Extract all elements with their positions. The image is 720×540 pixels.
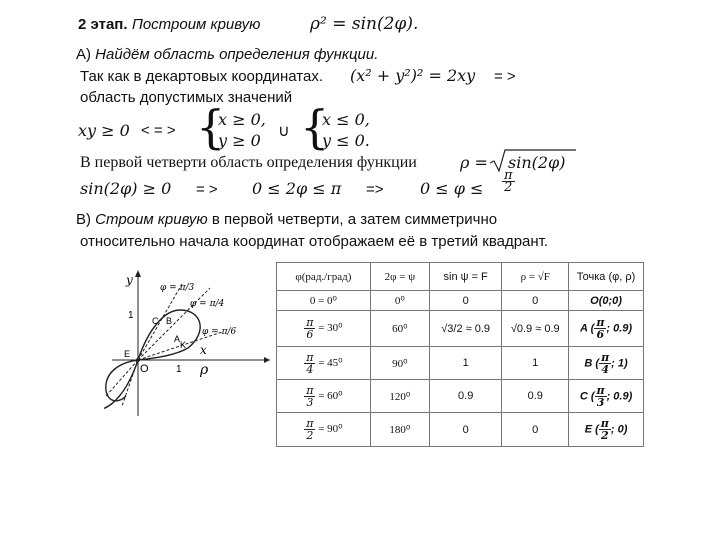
origin-label: O <box>140 363 149 375</box>
stage-label: 2 этап. <box>78 16 128 33</box>
rho-cell: √0.9 ≈ 0.9 <box>502 311 569 347</box>
section-a-heading <box>76 46 378 63</box>
section-a-label: А) <box>76 46 91 63</box>
section-a-line2: область допустимых значений <box>80 89 293 106</box>
point-a-label: A <box>174 334 181 344</box>
line1-formula: (x² + y²)² = 2xy <box>350 66 476 85</box>
values-table <box>276 262 644 447</box>
line4-c: 0 ≤ φ ≤ <box>420 179 484 198</box>
point-cell: E ( $\frac{\pi}{2}$ ; 0) <box>569 413 644 447</box>
two-phi-cell: 90⁰ <box>370 347 429 380</box>
line4-a: sin(2φ) ≥ 0 <box>80 179 172 198</box>
y-axis-label: y <box>126 273 133 287</box>
line1-arrow: = > <box>494 68 516 85</box>
section-a-line1: Так как в декартовых координатах. <box>80 68 324 85</box>
point-cell: B ( $\frac{\pi}{4}$ ; 1) <box>569 347 644 380</box>
point-b-label: B <box>166 316 173 326</box>
section-a-title: Найдём область определения функции. <box>95 46 379 63</box>
stage-title: Построим кривую <box>131 16 261 33</box>
system1-line-b: y ≥ 0 <box>218 131 261 150</box>
rho-cell: 0.9 <box>502 380 569 413</box>
table-header-cell: sin ψ = F <box>429 263 501 291</box>
section-b-line1 <box>76 211 497 228</box>
system1-line-a: x ≥ 0, <box>218 110 266 129</box>
phi-cell: $\frac{\pi}{3}$ = 60⁰ <box>277 380 371 413</box>
table-header-cell: φ(рад./град) <box>277 263 371 291</box>
ray-pi3 <box>138 284 182 360</box>
point-cell: A ( $\frac{\pi}{6}$ ; 0.9) <box>569 311 644 347</box>
cond-left: xy ≥ 0 <box>78 121 130 140</box>
phi-cell: $\frac{\pi}{2}$ = 90⁰ <box>277 413 371 447</box>
point-cell: C ( $\frac{\pi}{3}$ ; 0.9) <box>569 380 644 413</box>
line3-formula-lhs: ρ = <box>460 153 488 172</box>
two-phi-cell: 180⁰ <box>370 413 429 447</box>
table-row <box>277 347 644 380</box>
lemniscate-petal-3 <box>104 360 138 410</box>
sin-cell: 0 <box>429 291 501 311</box>
rho-cell: 0 <box>502 291 569 311</box>
section-b-text2: относительно начала координат отображаем её в третий квадрант. <box>80 233 549 250</box>
system2-line-b: y ≤ 0. <box>322 131 370 150</box>
point-c-label: C <box>152 316 159 326</box>
section-b-text1: в первой четверти, а затем симметрично <box>211 211 498 228</box>
table-row <box>277 413 644 447</box>
point-cell: O(0;0) <box>569 291 644 311</box>
line4-arrow2: => <box>366 181 384 198</box>
x-unit-label: 1 <box>176 364 182 375</box>
lemniscate-graph <box>104 266 274 418</box>
line4-frac-den: 2 <box>504 180 513 195</box>
table-row <box>277 311 644 347</box>
line4-b: 0 ≤ 2φ ≤ π <box>252 179 342 198</box>
table-header-cell: Точка (φ, ρ) <box>569 263 644 291</box>
y-unit-label: 1 <box>128 310 134 321</box>
system2-line-a: x ≤ 0, <box>322 110 370 129</box>
union-symbol: ∪ <box>278 123 290 140</box>
phi-cell: $\frac{\pi}{6}$ = 30⁰ <box>277 311 371 347</box>
phi-cell: 0 = 0⁰ <box>277 291 371 311</box>
table-row <box>277 291 644 311</box>
system-brace-1: { <box>196 100 226 154</box>
line4-arrow1: = > <box>196 181 218 198</box>
line4-fraction <box>502 170 515 193</box>
section-b-title: Строим кривую <box>95 211 208 228</box>
sin-cell: 0.9 <box>429 380 501 413</box>
sin-cell: 1 <box>429 347 501 380</box>
sin-cell: √3/2 ≈ 0.9 <box>429 311 501 347</box>
section-b-label: В) <box>76 211 91 228</box>
point-k-label: K <box>180 340 187 350</box>
y-axis-arrow <box>135 270 141 277</box>
ray-label-pi3: φ = π/3 <box>160 283 195 293</box>
line4-frac-num: π <box>504 168 513 183</box>
system-brace-2: { <box>300 100 330 154</box>
phi-cell: $\frac{\pi}{4}$ = 45⁰ <box>277 347 371 380</box>
ray-label-pi4: φ = π/4 <box>190 299 225 309</box>
x-axis-arrow <box>264 357 270 363</box>
cond-equiv: < = > <box>141 122 176 139</box>
two-phi-cell: 120⁰ <box>370 380 429 413</box>
ray-label-pi6: φ = π/6 <box>202 327 237 337</box>
x-axis-label: x <box>200 343 207 357</box>
table-row <box>277 380 644 413</box>
origin-point <box>136 358 140 362</box>
point-e-label: E <box>124 349 131 359</box>
stage-heading <box>78 16 260 34</box>
sin-cell: 0 <box>429 413 501 447</box>
table-header-row <box>277 263 644 291</box>
section-a-line3: В первой четверти область определения функции <box>80 154 417 171</box>
two-phi-cell: 60⁰ <box>370 311 429 347</box>
table-header-cell: ρ = √F <box>502 263 569 291</box>
rho-cell: 1 <box>502 347 569 380</box>
stage-formula: ρ² = sin(2φ). <box>310 14 419 34</box>
rho-cell: 0 <box>502 413 569 447</box>
rho-axis-label: ρ <box>200 362 209 378</box>
table-header-cell: 2φ = ψ <box>370 263 429 291</box>
two-phi-cell: 0⁰ <box>370 291 429 311</box>
line3-formula-radicand: sin(2φ) <box>508 153 566 172</box>
